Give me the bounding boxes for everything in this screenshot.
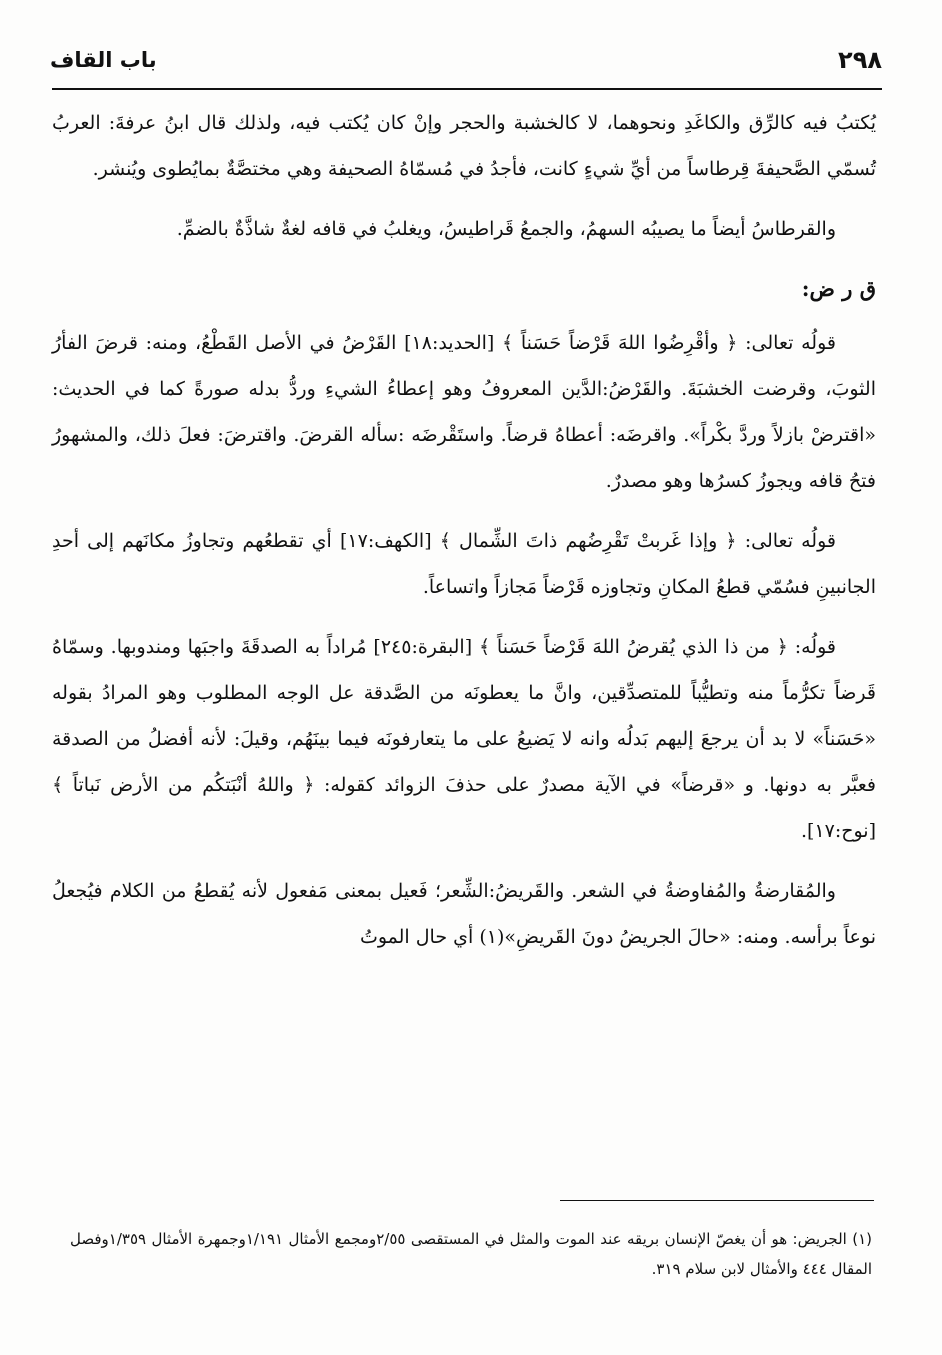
footnote-1: (١) الجريض: هو أن يغصّ الإنسان بريقه عند الموت والمثل في المستقصى ٢/٥٥ومجمع الأمثال ١/١٩١وجمهرة الأمثال ١/٣٥٩وفصل المقال ٤٤٤ والأمثال لابن سلام ٣١٩. [70, 1230, 872, 1278]
page-header [50, 42, 882, 88]
paragraph-yuqridu: قولُه: ﴿ من ذا الذي يُقرضُ اللهَ قَرْضاً حَسَناً ﴾ [البقرة:٢٤٥] مُراداً به الصدقَةَ واجبَها ومندوبها. وسمّاهُ قَرضاً تكرُّماً منه وتطيُّباً للمتصدِّقين، وانَّ ما يعطونَه من الصَّدقة عل الوجه المطلوب وهو المرادُ بقوله «حَسَناً» لا بد أن يرجعَ إليهم بَدلُه وانه لا يَضيعُ على ما يتعارفونَه فيما بينَهُم، وقيلَ: لأنه أفضلُ من الصدقة فعبَّر به دونها. و «قرضاً» في الآية مصدرٌ على حذفَ الزوائد كقوله: ﴿ واللهُ أنْبَتكُم من الأرض نَباتاً ﴾ [نوح:١٧]. [52, 636, 876, 842]
paragraph-aqridu: قولُه تعالى: ﴿ وأقْرِضُوا اللهَ قَرْضاً حَسَناً ﴾ [الحديد:١٨] القَرْضُ في الأصل القَطْعُ، ومنه: قرضَ الفأرُ الثوبَ، وقرضت الخشبَةَ. والقَرْضُ:الدَّين المعروفُ وهو إعطاءُ الشيءِ وردُّ بدله صورةً كما في الحديث: «اقترضْ بازلاً وردَّ بكْراً». واقرضَه: أعطاهُ قرضاً. واستَقْرضَه :سأله القرضَ. واقترضَ: فعلَ ذلك، والمشهورُ فتحُ قافه ويجوزُ كسرُها وهو مصدرٌ. [52, 332, 876, 492]
footnotes [70, 1224, 872, 1284]
header-divider [52, 88, 882, 90]
paragraph-continuation: يُكتبُ فيه كالرِّق والكاغَدِ ونحوهما، لا كالخشبة والحجر وإنْ كان يُكتب فيه، ولذلك قال ابنُ عرفةَ: العربُ تُسمّي الصَّحيفةَ قِرطاساً من أيِّ شيءٍ كانت، فأجدُ في مُسمّاهُ الصحيفة وهي مختصَّةٌ بمايُطوى ويُنشر. [52, 112, 876, 180]
paragraph-muqarada: والمُقارضةُ والمُفاوضةُ في الشعر. والقَريضُ:الشِّعر؛ فَعيل بمعنى مَفعول لأنه يُقطعُ من الكلام فيُجعلُ نوعاً برأسه. ومنه: «حالَ الجريضُ دونَ القَريضِ»(١) أي حال الموتُ [52, 880, 876, 948]
paragraph-qirtas: والقرطاسُ أيضاً ما يصيبُه السهمُ، والجمعُ قَراطيسُ، ويغلبُ في قافه لغةٌ شاذَّةٌ بالضمِّ. [176, 218, 836, 240]
main-text [52, 100, 876, 974]
page-number: ٢٩٨ [838, 46, 882, 74]
footnote-divider [560, 1200, 874, 1201]
paragraph-taqriduhum: قولُه تعالى: ﴿ وإذا غَربتْ تَقْرِضُهم ذاتَ الشِّمال ﴾ [الكهف:١٧] أي تقطعُهم وتجاوزُ مكانَهم إلى أحدِ الجانبينِ فسُمّي قطعُ المكانِ وتجاوزه قَرْضاً مَجازاً واتساعاً. [52, 530, 876, 598]
root-heading: ق ر ض: [801, 276, 876, 301]
section-title: باب القاف [50, 48, 157, 72]
